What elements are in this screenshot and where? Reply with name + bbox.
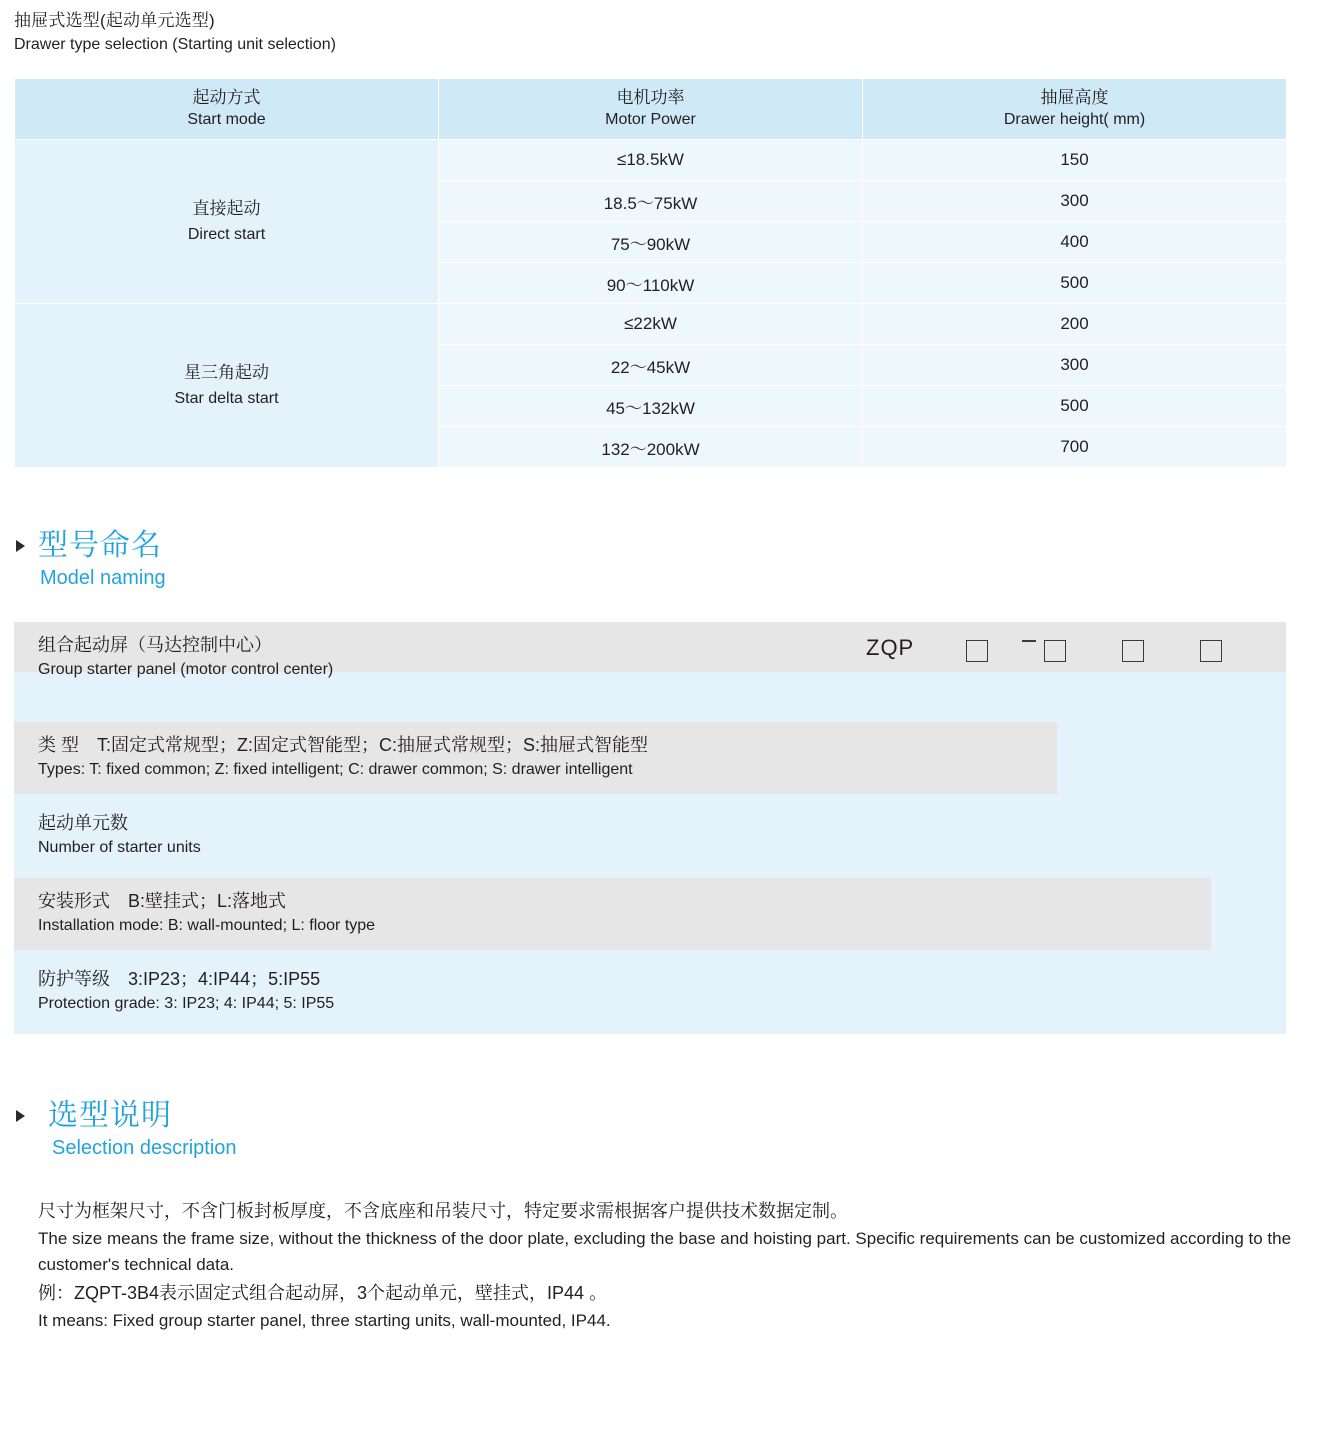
naming-row-unit-count-en: Number of starter units	[38, 839, 201, 856]
motor-power-value: ≤22kW	[439, 304, 863, 345]
column-header-drawer-height-cn: 抽屉高度	[1040, 88, 1109, 107]
section-heading-model-naming	[16, 528, 166, 592]
motor-power-value: 18.5～75kW	[439, 181, 863, 222]
motor-power-value: 132～200kW	[439, 427, 863, 468]
naming-row-product-en: Group starter panel (motor control center)	[38, 661, 334, 678]
naming-row-protection-en: Protection grade: 3: IP23; 4: IP44; 5: IP55	[38, 995, 335, 1012]
motor-power-value: 45～132kW	[439, 386, 863, 427]
naming-row-types	[14, 732, 648, 782]
column-header-motor-power-cn: 电机功率	[616, 88, 685, 107]
description-line1-en: The size means the frame size, without the thickness of the door plate, excluding the base and hoisting part. Specific requirements can be customized according to the customer's technical data.	[38, 1229, 1292, 1274]
naming-row-unit-count	[14, 810, 201, 860]
table-row	[15, 140, 1287, 181]
drawer-selection-table	[14, 78, 1287, 468]
triangle-right-icon	[16, 540, 25, 552]
drawer-height-value: 500	[863, 263, 1287, 304]
column-header-motor-power	[439, 79, 863, 140]
model-code-prefix: ZQP	[866, 635, 915, 660]
drawer-height-value: 700	[863, 427, 1287, 468]
table-caption-cn: 抽屉式选型(起动单元选型)	[14, 11, 215, 30]
drawer-height-value: 150	[863, 140, 1287, 181]
start-mode-star-delta-en: Star delta start	[174, 389, 279, 407]
table-header-row	[15, 79, 1287, 140]
section-heading-model-naming-en: Model naming	[40, 567, 166, 589]
model-code-dash	[1022, 640, 1036, 642]
naming-row-installation	[14, 888, 375, 938]
model-code-area	[866, 628, 1286, 674]
table-caption	[14, 8, 914, 56]
table-caption-en: Drawer type selection (Starting unit selection)	[14, 36, 336, 53]
drawer-height-value: 400	[863, 222, 1287, 263]
naming-row-installation-en: Installation mode: B: wall-mounted; L: floor type	[38, 917, 376, 934]
start-mode-star-delta	[15, 304, 439, 468]
column-header-drawer-height	[863, 79, 1287, 140]
column-header-start-mode-cn: 起动方式	[192, 88, 261, 107]
start-mode-direct-en: Direct start	[187, 225, 266, 243]
model-code-box-type	[966, 640, 988, 662]
naming-row-protection	[14, 966, 334, 1016]
model-naming-block	[14, 622, 1286, 1034]
naming-row-types-en: Types: T: fixed common; Z: fixed intelligent; C: drawer common; S: drawer intelligent	[38, 761, 633, 778]
naming-row-unit-count-cn: 起动单元数	[38, 813, 128, 833]
drawer-height-value: 500	[863, 386, 1287, 427]
model-code-box-protection	[1200, 640, 1222, 662]
triangle-right-icon	[16, 1110, 25, 1122]
drawer-height-value: 300	[863, 345, 1287, 386]
naming-row-types-cn: 类 型 T:固定式常规型；Z:固定式智能型；C:抽屉式常规型；S:抽屉式智能型	[38, 735, 649, 755]
description-line1-cn: 尺寸为框架尺寸，不含门板封板厚度，不含底座和吊装尺寸，特定要求需根据客户提供技术数据定制。	[38, 1201, 848, 1221]
drawer-height-value: 200	[863, 304, 1287, 345]
drawer-height-value: 300	[863, 181, 1287, 222]
description-line2-cn: 例：ZQPT-3B4表示固定式组合起动屏，3个起动单元，壁挂式，IP44 。	[38, 1283, 608, 1303]
model-code-box-unit-count	[1044, 640, 1066, 662]
motor-power-value: 22～45kW	[439, 345, 863, 386]
section-heading-model-naming-cn: 型号命名	[38, 529, 162, 562]
column-header-start-mode-en: Start mode	[187, 111, 266, 128]
description-line2-en: It means: Fixed group starter panel, three starting units, wall-mounted, IP44.	[38, 1311, 611, 1330]
motor-power-value: 75～90kW	[439, 222, 863, 263]
column-header-drawer-height-en: Drawer height( mm)	[1003, 111, 1146, 128]
motor-power-value: ≤18.5kW	[439, 140, 863, 181]
naming-row-product-cn: 组合起动屏（马达控制中心）	[38, 635, 272, 655]
naming-row-protection-cn: 防护等级 3:IP23；4:IP44；5:IP55	[38, 969, 321, 989]
column-header-start-mode	[15, 79, 439, 140]
section-heading-selection-description	[16, 1098, 237, 1162]
selection-description-body	[38, 1196, 1298, 1334]
naming-row-product	[14, 632, 333, 682]
section-heading-selection-description-cn: 选型说明	[48, 1099, 172, 1132]
naming-row-installation-cn: 安装形式 B:壁挂式；L:落地式	[38, 891, 287, 911]
column-header-motor-power-en: Motor Power	[605, 111, 696, 128]
start-mode-direct	[15, 140, 439, 304]
start-mode-star-delta-cn: 星三角起动	[184, 362, 269, 382]
motor-power-value: 90～110kW	[439, 263, 863, 304]
model-code-box-installation	[1122, 640, 1144, 662]
table-row	[15, 304, 1287, 345]
start-mode-direct-cn: 直接起动	[192, 198, 261, 218]
section-heading-selection-description-en: Selection description	[52, 1137, 237, 1159]
